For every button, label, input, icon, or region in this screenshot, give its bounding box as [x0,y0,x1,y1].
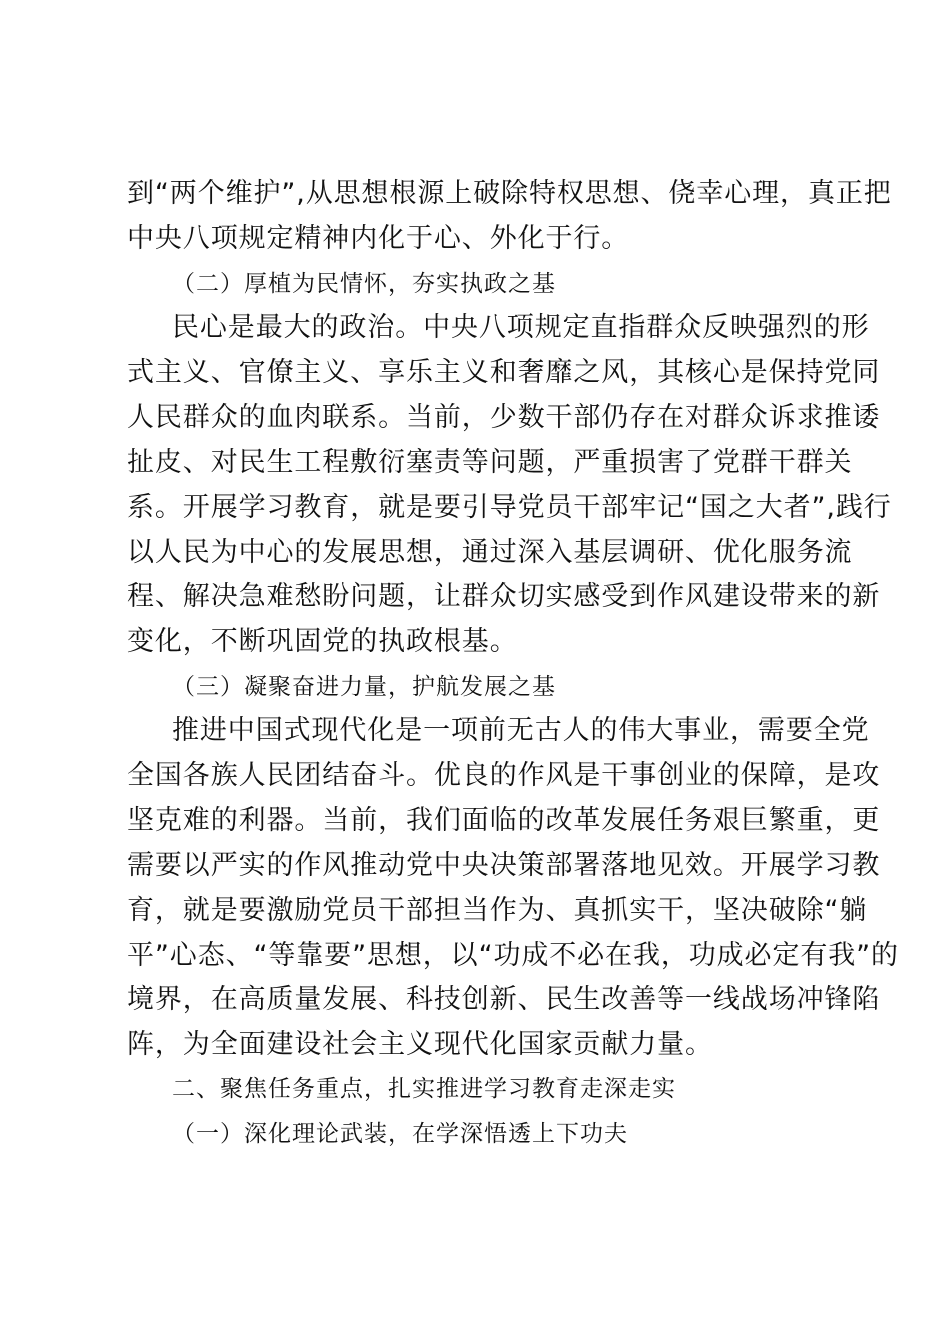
section-heading: （二）厚植为民情怀，夯实执政之基 [172,271,556,297]
paragraph-line: 中央八项规定精神内化于心、外化于行。 [127,223,630,254]
paragraph-line: 系。开展学习教育，就是要引导党员干部牢记“国之大者”,践行 [127,492,892,523]
paragraph-line: 式主义、官僚主义、享乐主义和奢靡之风，其核心是保持党同 [127,357,881,388]
paragraph-line: 全国各族人民团结奋斗。优良的作风是干事创业的保障，是攻 [127,760,881,791]
paragraph-line: 需要以严实的作风推动党中央决策部署落地见效。开展学习教 [127,850,881,881]
paragraph-line: 阵，为全面建设社会主义现代化国家贡献力量。 [127,1029,713,1060]
section-heading: （三）凝聚奋进力量，护航发展之基 [172,674,556,700]
paragraph-line: 民心是最大的政治。中央八项规定直指群众反映强烈的形 [172,312,870,343]
section-heading: 二、聚焦任务重点，扎实推进学习教育走深走实 [172,1076,676,1102]
paragraph-line: 人民群众的血肉联系。当前，少数干部仍存在对群众诉求推诿 [127,402,881,433]
paragraph-line: 以人民为中心的发展思想，通过深入基层调研、优化服务流 [127,537,853,568]
paragraph-line: 扯皮、对民生工程敷衍塞责等问题，严重损害了党群干群关 [127,447,853,478]
paragraph-line: 育，就是要激励党员干部担当作为、真抓实干，坚决破除“躺 [127,895,868,926]
paragraph-line: 坚克难的利器。当前，我们面临的改革发展任务艰巨繁重，更 [127,805,881,836]
paragraph-line: 推进中国式现代化是一项前无古人的伟大事业，需要全党 [172,715,870,746]
paragraph-line: 程、解决急难愁盼问题，让群众切实感受到作风建设带来的新 [127,581,881,612]
paragraph-line: 变化，不断巩固党的执政根基。 [127,626,518,657]
paragraph-line: 境界，在高质量发展、科技创新、民生改善等一线战场冲锋陷 [127,984,881,1015]
paragraph-line: 到“两个维护”,从思想根源上破除特权思想、侥幸心理，真正把 [127,178,892,209]
paragraph-line: 平”心态、“等靠要”思想，以“功成不必在我，功成必定有我”的 [127,940,899,971]
subsection-heading: （一）深化理论武装，在学深悟透上下功夫 [172,1121,628,1147]
